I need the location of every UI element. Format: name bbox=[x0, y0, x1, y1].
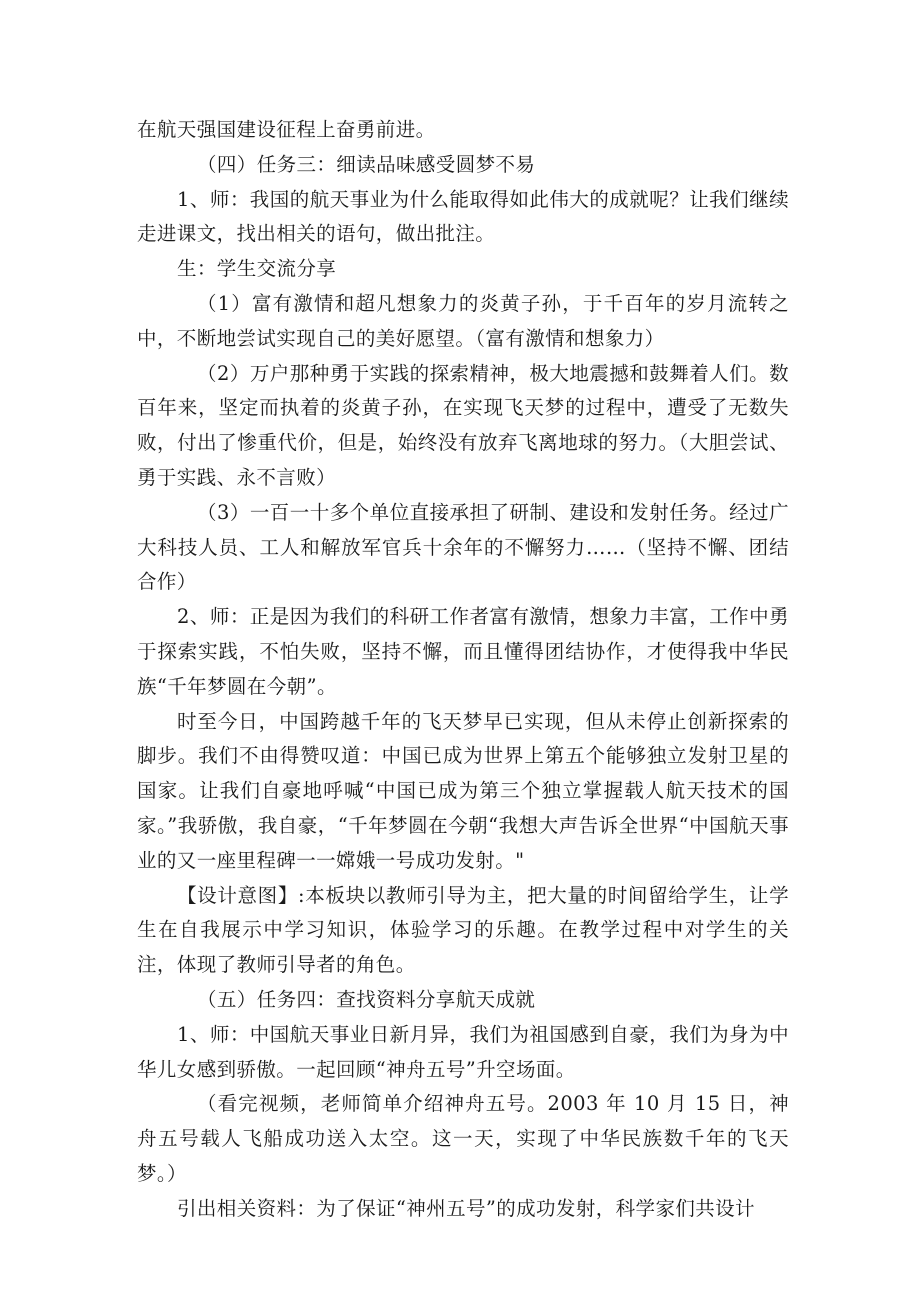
paragraph-today: 时至今日，中国跨越千年的飞天梦早已实现，但从未停止创新探索的脚步。我们不由得赞叹道：中国已成为世界上第五个能够独立发射卫星的国家。让我们自豪地呼喊“中国已成为第三个独立掌握载人航天技术的国家。”我骄傲，我自豪，“千年梦圆在今朝“我想大声告诉全世界“中国航天事业的又一座里程碑一一嫦娥一号成功发射。" bbox=[137, 709, 789, 872]
paragraph-point-1: （1）富有激情和超凡想象力的炎黄子孙，于千百年的岁月流转之中，不断地尝试实现自己的美好愿望。（富有激情和想象力） bbox=[137, 291, 789, 350]
paragraph-student-share: 生：学生交流分享 bbox=[177, 257, 337, 281]
paragraph-video-note: （看完视频，老师简单介绍神舟五号。2003 年 10 月 15 日，神舟五号载人飞船成功送入太空。这一天，实现了中华民族数千年的飞天梦。） bbox=[137, 1092, 789, 1185]
paragraph-point-2: （2）万户那种勇于实践的探索精神，极大地震撼和鼓舞着人们。数百年来，坚定而执着的炎黄子孙，在实现飞天梦的过程中，遭受了无数失败，付出了惨重代价，但是，始终没有放弃飞离地球的努力。（大胆尝试、勇于实践、永不言败） bbox=[137, 361, 789, 489]
paragraph-teacher-question: 1、师：我国的航天事业为什么能取得如此伟大的成就呢？让我们继续走进课文，找出相关的语句，做出批注。 bbox=[137, 187, 789, 246]
paragraph-point-3: （3）一百一十多个单位直接承担了研制、建设和发射任务。经过广大科技人员、工人和解放军官兵十余年的不懈努力……（坚持不懈、团结合作） bbox=[137, 500, 789, 594]
paragraph-continuation: 在航天强国建设征程上奋勇前进。 bbox=[137, 118, 436, 141]
section-heading-task-four: （五）任务四：查找资料分享航天成就 bbox=[197, 987, 536, 1011]
document-body bbox=[137, 113, 789, 1227]
paragraph-design-intent: 【设计意图】:本板块以教师引导为主，把大量的时间留给学生，让学生在自我展示中学习知识，体验学习的乐趣。在教学过程中对学生的关注，体现了教师引导者的角色。 bbox=[137, 883, 789, 977]
paragraph-teacher-intro: 1、师：中国航天事业日新月异，我们为祖国感到自豪，我们为身为中华儿女感到骄傲。一起回顾“神舟五号”升空场面。 bbox=[137, 1022, 789, 1081]
paragraph-teacher-summary: 2、师：正是因为我们的科研工作者富有激情，想象力丰富，工作中勇于探索实践，不怕失败，坚持不懈，而且懂得团结协作，才使得我中华民族“千年梦圆在今朝”。 bbox=[137, 605, 789, 698]
section-heading-task-three: （四）任务三：细读品味感受圆梦不易 bbox=[197, 152, 536, 176]
paragraph-materials: 引出相关资料：为了保证“神州五号”的成功发射，科学家们共设计 bbox=[177, 1196, 755, 1220]
